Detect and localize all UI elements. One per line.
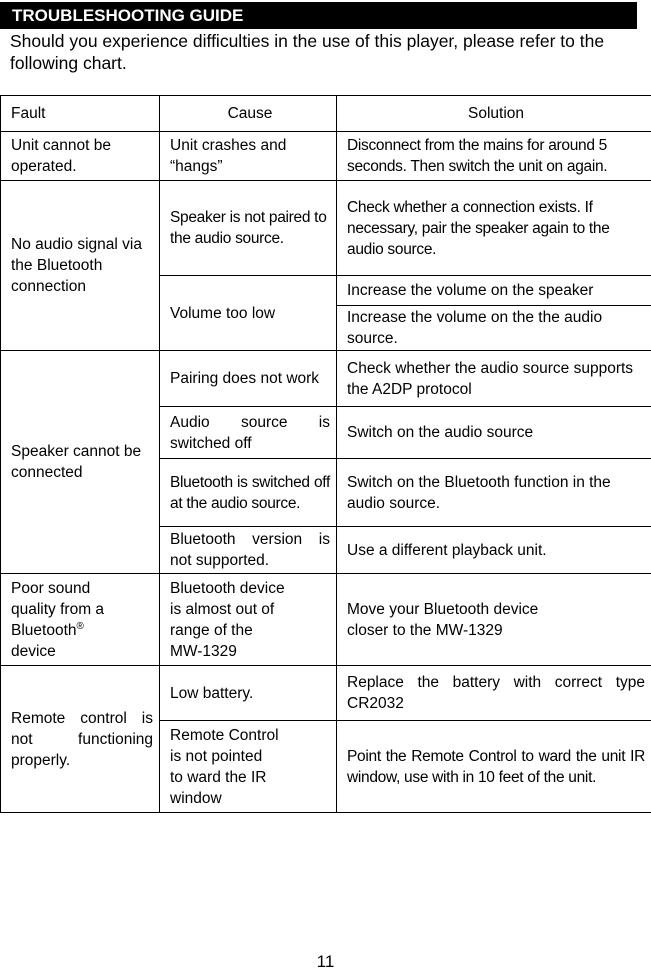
registered-mark: ®	[77, 620, 84, 631]
section-title: TROUBLESHOOTING GUIDE	[12, 6, 243, 25]
table-header-row	[1, 96, 651, 132]
cause-line: is not pointed	[170, 748, 262, 765]
cause-cell: Low battery.	[160, 666, 337, 721]
fault-line: Poor sound	[11, 580, 90, 597]
cause-cell	[160, 574, 337, 666]
cause-cell	[160, 721, 337, 813]
fault-cell: Remote control is not functioning properly.	[1, 666, 160, 813]
cause-line: is almost out of	[170, 601, 274, 618]
table-row	[1, 132, 651, 181]
cause-line: to ward the IR	[170, 769, 267, 786]
fault-cell: Speaker cannot be connected	[1, 351, 160, 574]
solution-cell: Switch on the audio source	[337, 407, 651, 459]
fault-line: device	[11, 643, 56, 660]
cause-line: Remote Control	[170, 727, 279, 744]
troubleshooting-table	[0, 95, 651, 813]
solution-cell: Use a different playback unit.	[337, 527, 651, 574]
fault-line: Bluetooth	[11, 622, 77, 639]
solution-cell: Check whether a connection exists. If necessary, pair the speaker again to the audio source.	[337, 181, 651, 276]
solution-line: Move your Bluetooth device	[347, 601, 538, 618]
cause-line: window	[170, 790, 222, 807]
intro-paragraph: Should you experience difficulties in the use of this player, please refer to the following chart.	[10, 30, 640, 74]
fault-cell	[1, 574, 160, 666]
solution-cell	[337, 574, 651, 666]
cause-cell: Speaker is not paired to the audio source.	[160, 181, 337, 276]
solution-cell: Increase the volume on the speaker	[337, 276, 651, 306]
header-solution: Solution	[337, 96, 651, 132]
solution-cell: Replace the battery with correct type CR2032	[337, 666, 651, 721]
header-fault: Fault	[1, 96, 160, 132]
fault-cell: Unit cannot be operated.	[1, 132, 160, 181]
section-header	[0, 2, 637, 29]
table-row	[1, 181, 651, 276]
cause-cell: Unit crashes and “hangs”	[160, 132, 337, 181]
solution-cell: Switch on the Bluetooth function in the audio source.	[337, 459, 651, 527]
cause-cell: Bluetooth version is not supported.	[160, 527, 337, 574]
fault-cell: No audio signal via the Bluetooth connection	[1, 181, 160, 351]
cause-cell: Pairing does not work	[160, 351, 337, 407]
cause-line: MW-1329	[170, 643, 237, 660]
header-cause: Cause	[160, 96, 337, 132]
solution-cell: Check whether the audio source supports the A2DP protocol	[337, 351, 651, 407]
cause-cell: Audio source is switched off	[160, 407, 337, 459]
table-row	[1, 574, 651, 666]
table-row	[1, 351, 651, 407]
cause-line: range of the	[170, 622, 253, 639]
solution-cell: Disconnect from the mains for around 5 seconds. Then switch the unit on again.	[337, 132, 651, 181]
cause-cell: Volume too low	[160, 276, 337, 351]
page-number: 11	[0, 952, 651, 972]
cause-line: Bluetooth device	[170, 580, 285, 597]
fault-line: quality from a	[11, 601, 104, 618]
solution-cell: Point the Remote Control to ward the unit IR window, use with in 10 feet of the unit.	[337, 721, 651, 813]
solution-cell: Increase the volume on the the audio source.	[337, 306, 651, 351]
cause-cell: Bluetooth is switched off at the audio source.	[160, 459, 337, 527]
table-row	[1, 666, 651, 721]
solution-line: closer to the MW-1329	[347, 622, 503, 639]
